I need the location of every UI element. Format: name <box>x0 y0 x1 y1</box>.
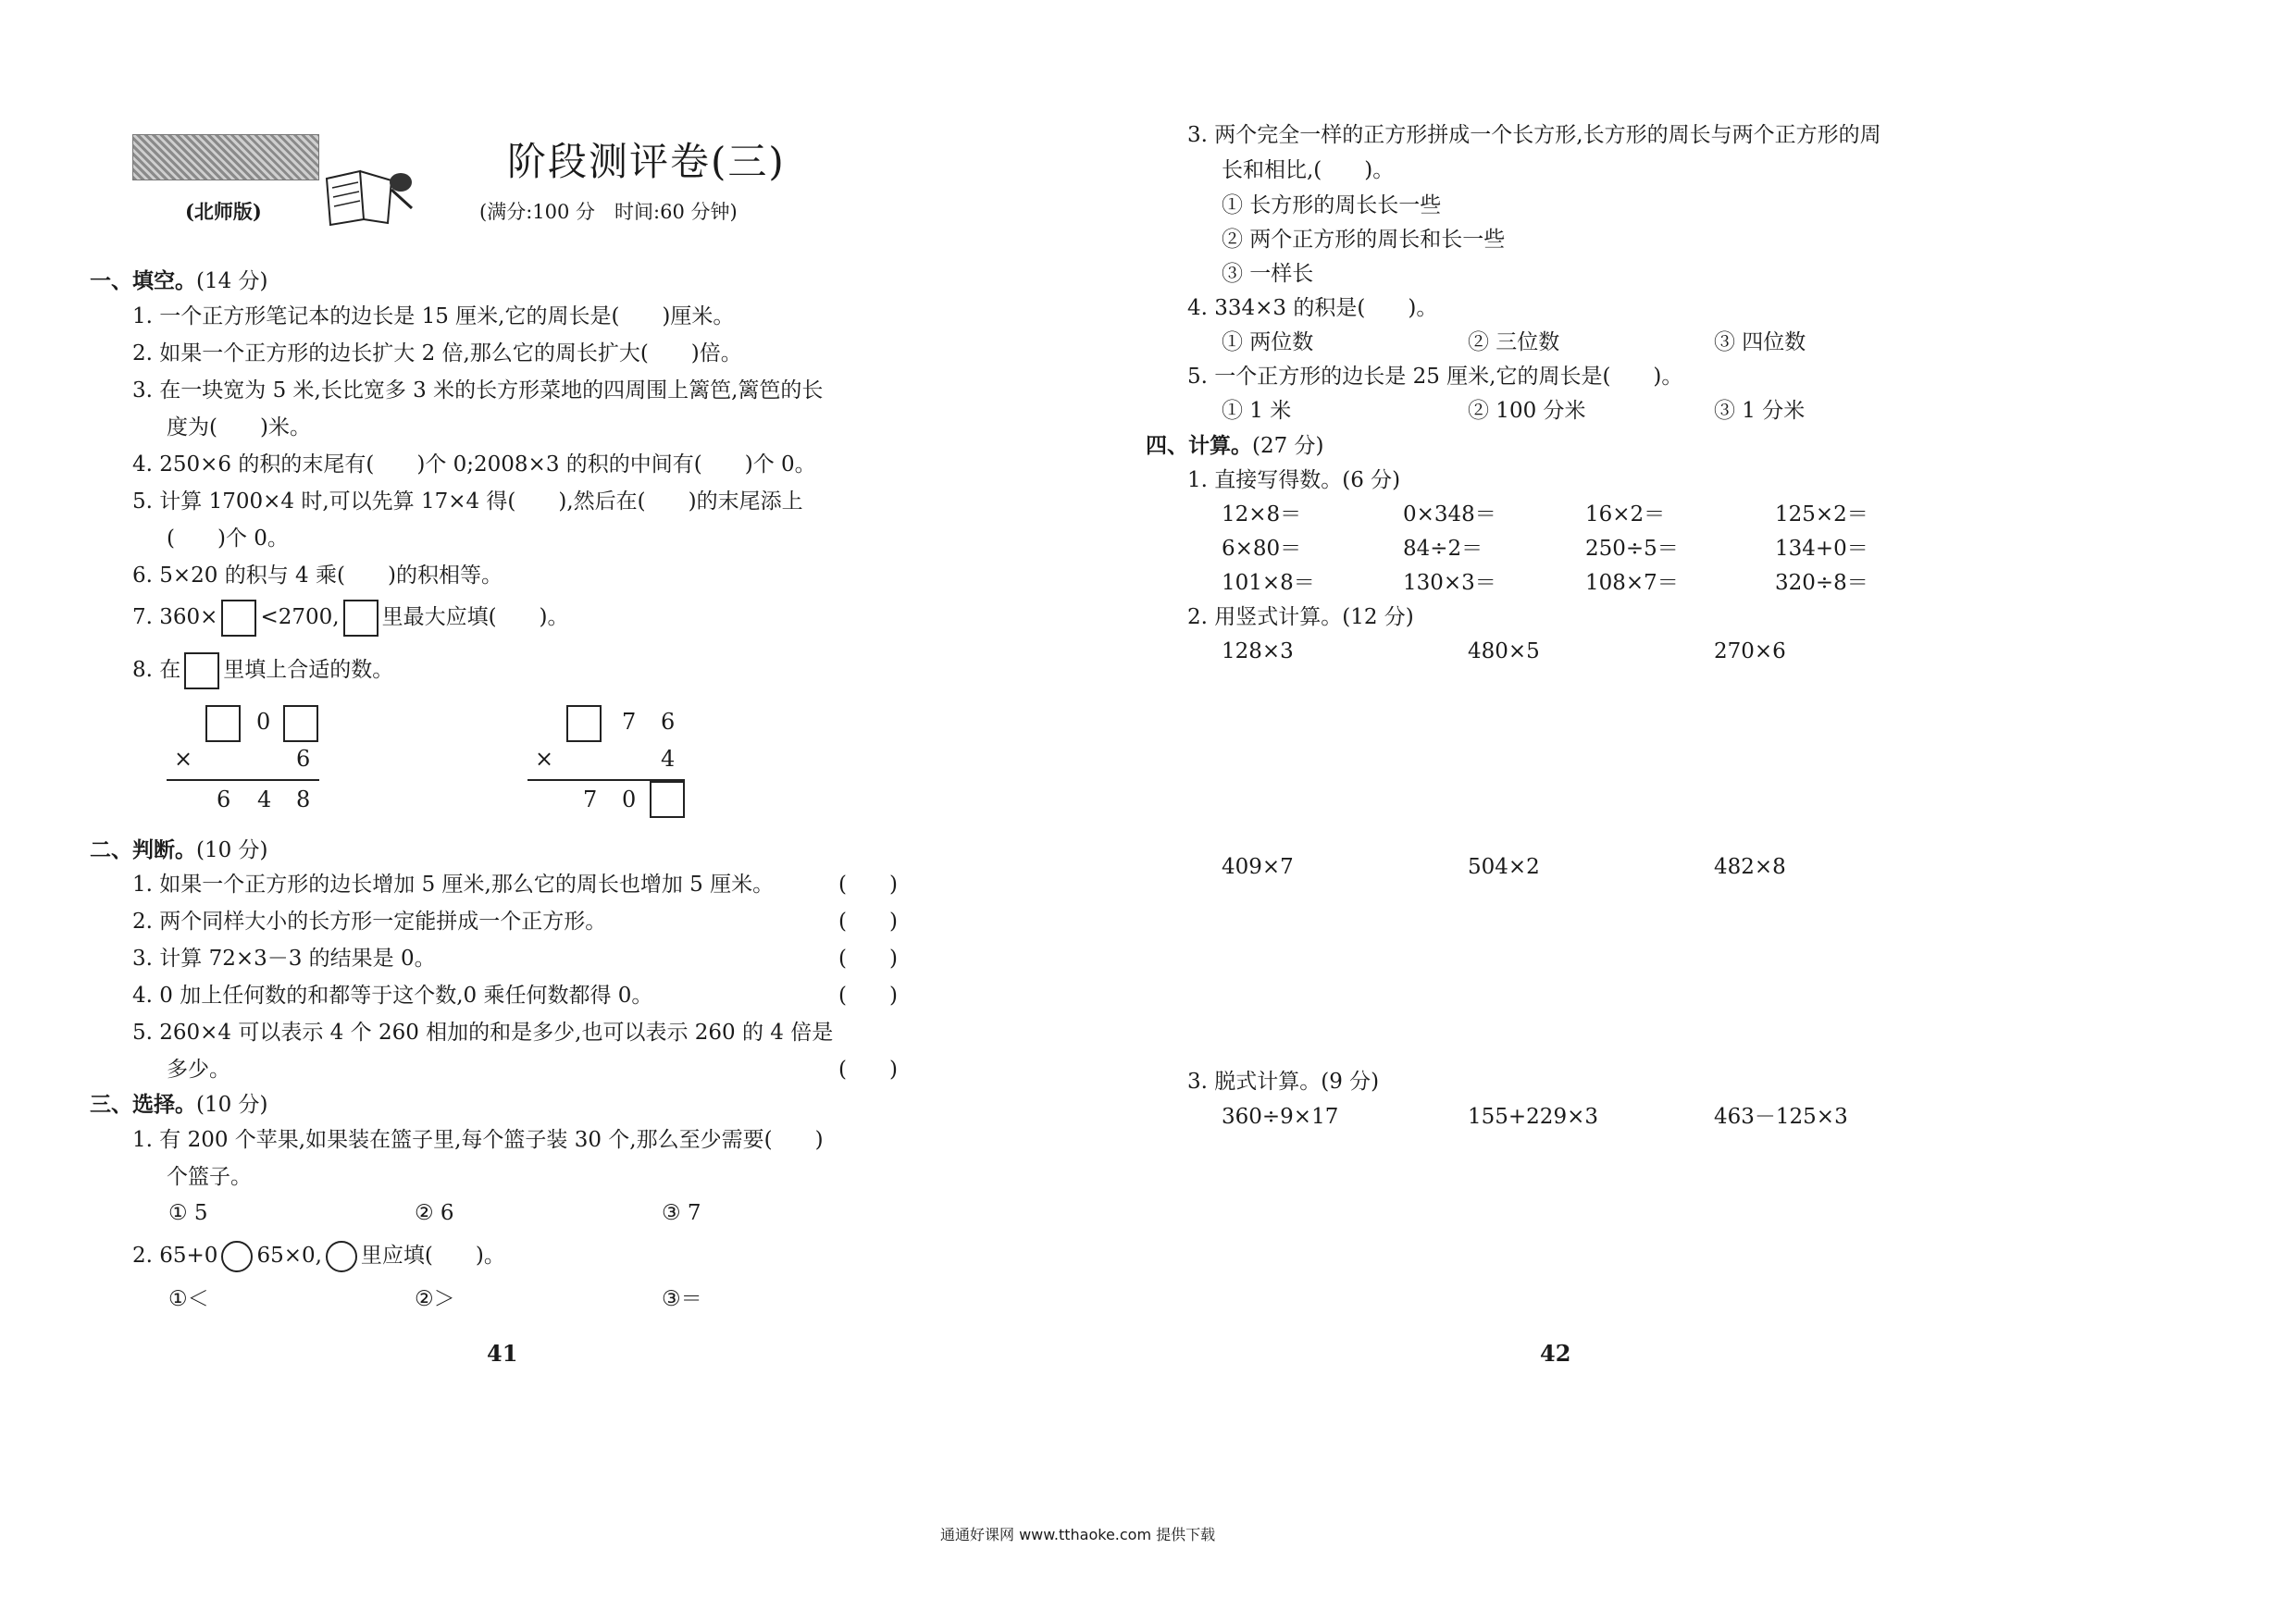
section1-title: 一、填空。 <box>90 268 196 293</box>
vertical-problem: 409×7 <box>1222 855 1294 879</box>
s3-q5: 5. 一个正方形的边长是 25 厘米,它的周长是( )。 <box>1187 365 1683 389</box>
section4-points: (27 分) <box>1252 434 1324 458</box>
page-number: 42 <box>1540 1340 1571 1367</box>
s3-q2 <box>132 1238 505 1273</box>
answer-box[interactable] <box>184 652 219 689</box>
answer-box[interactable] <box>221 600 256 637</box>
direct-calc: 130×3＝ <box>1403 571 1496 595</box>
s1-q5-b: ( )个 0。 <box>167 527 289 551</box>
direct-calc: 101×8＝ <box>1222 571 1315 595</box>
s3-q3-option[interactable]: ② 两个正方形的周长和长一些 <box>1222 228 1506 252</box>
answer-circle[interactable] <box>221 1241 253 1272</box>
digit: 4 <box>661 746 676 772</box>
s1-q4: 4. 250×6 的积的末尾有( )个 0;2008×3 的积的中间有( )个 0。 <box>132 452 816 477</box>
vertical-calc-1 <box>167 703 324 814</box>
section1-heading <box>90 264 268 294</box>
direct-calc: 134+0＝ <box>1775 537 1868 561</box>
s3-q3-a: 3. 两个完全一样的正方形拼成一个长方形,长方形的周长与两个正方形的周 <box>1187 123 1881 147</box>
s3-q3-b: 长和相比,( )。 <box>1222 158 1395 182</box>
direct-calc: 108×7＝ <box>1585 571 1679 595</box>
s4-sub2: 2. 用竖式计算。(12 分) <box>1187 605 1414 629</box>
section3-title: 三、选择。 <box>90 1092 196 1117</box>
section2-heading <box>90 833 268 863</box>
s3-q1-b: 个篮子。 <box>167 1165 252 1189</box>
s1-q8-part2: 里填上合适的数。 <box>223 658 394 682</box>
judge-paren[interactable]: ( ) <box>838 1058 898 1082</box>
direct-calc: 125×2＝ <box>1775 502 1868 527</box>
vertical-problem: 270×6 <box>1714 639 1786 663</box>
s1-q6: 6. 5×20 的积与 4 乘( )的积相等。 <box>132 564 503 588</box>
s3-q2-part3: 里应填( )。 <box>360 1244 505 1268</box>
times-sign: × <box>174 746 193 772</box>
s1-q8-part1: 8. 在 <box>132 658 181 682</box>
s3-q2-option[interactable]: ③＝ <box>662 1287 702 1311</box>
calc-rule <box>167 779 319 781</box>
vertical-problem: 482×8 <box>1714 855 1786 879</box>
judge-paren[interactable]: ( ) <box>838 910 898 934</box>
s3-q1-a: 1. 有 200 个苹果,如果装在篮子里,每个篮子装 30 个,那么至少需要( ) <box>132 1128 824 1152</box>
s1-q3-a: 3. 在一块宽为 5 米,长比宽多 3 米的长方形菜地的四周围上篱笆,篱笆的长 <box>132 378 824 403</box>
direct-calc: 12×8＝ <box>1222 502 1302 527</box>
digit-box[interactable] <box>650 781 685 818</box>
s3-q5-option[interactable]: ① 1 米 <box>1222 399 1292 423</box>
stepwise-problem: 360÷9×17 <box>1222 1105 1339 1129</box>
s2-q1: 1. 如果一个正方形的边长增加 5 厘米,那么它的周长也增加 5 厘米。 <box>132 873 775 897</box>
s1-q2: 2. 如果一个正方形的边长扩大 2 倍,那么它的周长扩大( )倍。 <box>132 341 742 365</box>
s3-q2-option[interactable]: ②＞ <box>415 1287 455 1311</box>
digit: 0 <box>622 787 637 812</box>
times-sign: × <box>535 746 554 772</box>
s3-q1-option[interactable]: ② 6 <box>415 1201 454 1225</box>
digit: 6 <box>296 746 311 772</box>
vertical-calc-2 <box>527 703 694 819</box>
s3-q5-option[interactable]: ③ 1 分米 <box>1714 399 1806 423</box>
exam-title: 阶段测评卷(三) <box>507 139 786 184</box>
stepwise-problem: 155+229×3 <box>1468 1105 1598 1129</box>
digit: 7 <box>583 787 598 812</box>
section3-heading <box>90 1087 268 1118</box>
s3-q2-option[interactable]: ①＜ <box>168 1287 209 1311</box>
exam-meta: (满分:100 分 时间:60 分钟) <box>479 201 738 223</box>
s3-q4-option[interactable]: ② 三位数 <box>1468 330 1560 354</box>
vertical-problem: 128×3 <box>1222 639 1294 663</box>
s2-q3: 3. 计算 72×3－3 的结果是 0。 <box>132 947 436 971</box>
judge-paren[interactable]: ( ) <box>838 984 898 1008</box>
section1-points: (14 分) <box>196 269 268 293</box>
vertical-problem: 504×2 <box>1468 855 1540 879</box>
digit-box[interactable] <box>283 705 318 742</box>
s1-q1: 1. 一个正方形笔记本的边长是 15 厘米,它的周长是( )厘米。 <box>132 304 735 328</box>
digit: 4 <box>257 787 272 812</box>
answer-circle[interactable] <box>326 1241 357 1272</box>
section2-points: (10 分) <box>196 838 268 862</box>
digit: 8 <box>296 787 311 812</box>
section4-title: 四、计算。 <box>1146 433 1252 458</box>
s2-q5-b: 多少。 <box>167 1058 230 1082</box>
s1-q7-part2: <2700, <box>260 605 340 629</box>
direct-calc: 250÷5＝ <box>1585 537 1679 561</box>
s3-q4: 4. 334×3 的积是( )。 <box>1187 296 1438 320</box>
vertical-problem: 480×5 <box>1468 639 1540 663</box>
footer-credit: 通通好课网 www.tthaoke.com 提供下载 <box>940 1526 1216 1543</box>
answer-box[interactable] <box>343 600 379 637</box>
s2-q2: 2. 两个同样大小的长方形一定能拼成一个正方形。 <box>132 910 607 934</box>
s2-q4: 4. 0 加上任何数的和都等于这个数,0 乘任何数都得 0。 <box>132 984 653 1008</box>
s3-q3-option[interactable]: ③ 一样长 <box>1222 262 1314 286</box>
judge-paren[interactable]: ( ) <box>838 873 898 897</box>
s1-q7 <box>132 600 569 637</box>
s3-q1-option[interactable]: ③ 7 <box>662 1201 701 1225</box>
digit-box[interactable] <box>205 705 241 742</box>
s3-q4-option[interactable]: ① 两位数 <box>1222 330 1314 354</box>
judge-paren[interactable]: ( ) <box>838 947 898 971</box>
section4-heading <box>1146 428 1324 459</box>
s3-q2-part1: 2. 65+0 <box>132 1244 218 1268</box>
s1-q8 <box>132 652 393 689</box>
right-page <box>1148 0 2296 1623</box>
direct-calc: 0×348＝ <box>1403 502 1496 527</box>
stepwise-problem: 463－125×3 <box>1714 1105 1848 1129</box>
header-badge <box>132 134 319 180</box>
edition-label: (北师版) <box>185 200 262 223</box>
s2-q5-a: 5. 260×4 可以表示 4 个 260 相加的和是多少,也可以表示 260 的 4 倍是 <box>132 1021 834 1045</box>
digit: 0 <box>256 709 271 735</box>
s1-q7-part3: 里最大应填( )。 <box>381 605 569 629</box>
s4-sub1: 1. 直接写得数。(6 分) <box>1187 468 1401 492</box>
direct-calc: 16×2＝ <box>1585 502 1666 527</box>
direct-calc: 320÷8＝ <box>1775 571 1868 595</box>
s3-q2-part2: 65×0, <box>256 1244 322 1268</box>
book-illustration-icon <box>319 162 421 229</box>
digit: 6 <box>661 709 676 735</box>
s3-q5-option[interactable]: ② 100 分米 <box>1468 399 1586 423</box>
s3-q4-option[interactable]: ③ 四位数 <box>1714 330 1806 354</box>
s3-q1-option[interactable]: ① 5 <box>168 1201 208 1225</box>
digit-box[interactable] <box>566 705 602 742</box>
direct-calc: 6×80＝ <box>1222 537 1302 561</box>
direct-calc: 84÷2＝ <box>1403 537 1483 561</box>
section2-title: 二、判断。 <box>90 837 196 862</box>
s4-sub3: 3. 脱式计算。(9 分) <box>1187 1070 1380 1094</box>
s1-q3-b: 度为( )米。 <box>167 415 311 440</box>
s1-q5-a: 5. 计算 1700×4 时,可以先算 17×4 得( ),然后在( )的末尾添上 <box>132 489 803 514</box>
digit: 6 <box>217 787 231 812</box>
section3-points: (10 分) <box>196 1093 268 1117</box>
digit: 7 <box>622 709 637 735</box>
s3-q3-option[interactable]: ① 长方形的周长长一些 <box>1222 193 1442 217</box>
page-number: 41 <box>487 1340 518 1367</box>
s1-q7-part1: 7. 360× <box>132 605 218 629</box>
